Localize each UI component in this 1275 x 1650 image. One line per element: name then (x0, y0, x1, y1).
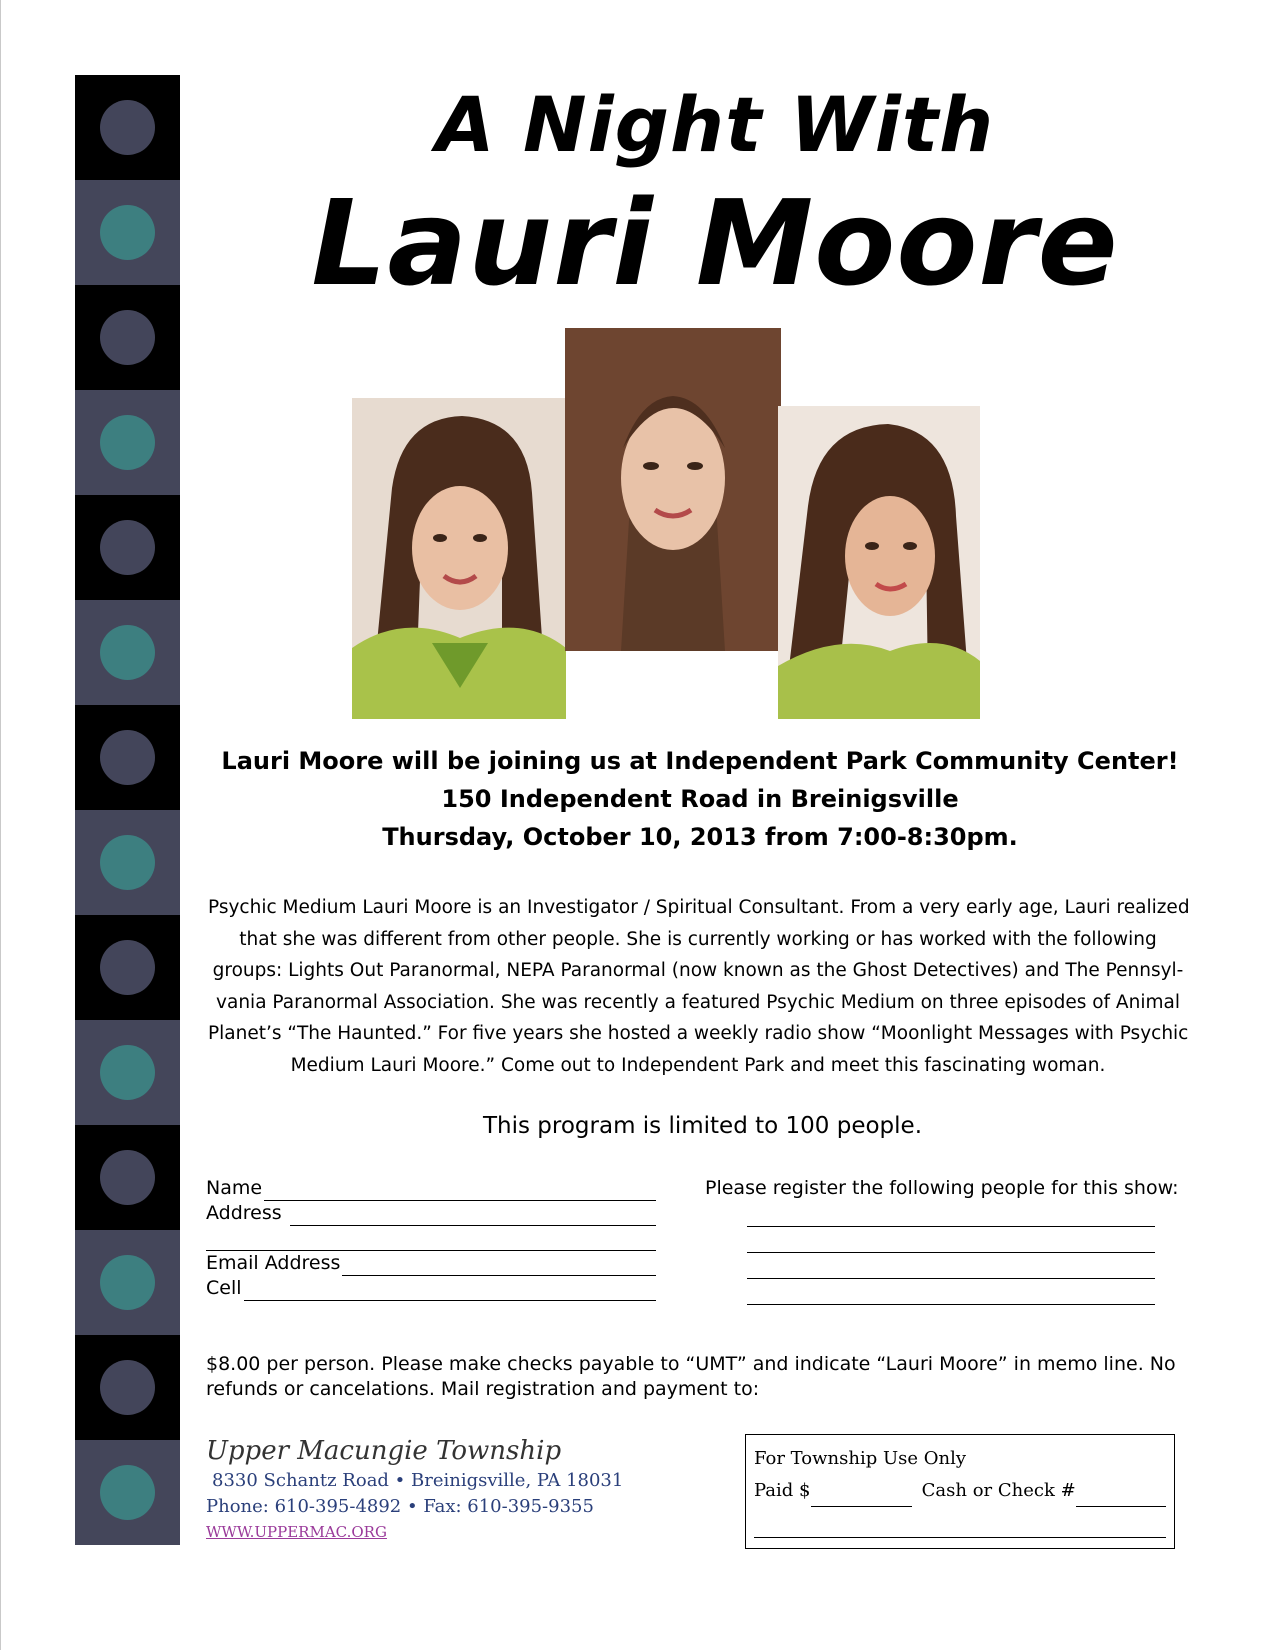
attendee-field[interactable] (747, 1234, 1155, 1253)
circle-icon (100, 310, 155, 365)
township-website-link[interactable]: WWW.UPPERMAC.ORG (206, 1523, 387, 1541)
strip-cell (75, 705, 180, 810)
circle-icon (100, 625, 155, 680)
address-field[interactable] (290, 1207, 656, 1226)
circle-icon (100, 1465, 155, 1520)
decorative-strip (75, 75, 180, 1547)
strip-cell (75, 915, 180, 1020)
cell-label: Cell (206, 1277, 242, 1299)
address-row (206, 1201, 656, 1226)
attendee-field[interactable] (747, 1260, 1155, 1279)
name-row (206, 1176, 656, 1201)
payment-line: refunds or cancelations. Mail registration and payment to: (206, 1378, 760, 1400)
registrant-form (206, 1176, 656, 1301)
email-field[interactable] (342, 1257, 656, 1276)
email-row (206, 1251, 656, 1276)
payment-instructions (206, 1352, 1196, 1402)
circle-icon (100, 940, 155, 995)
description-line: Medium Lauri Moore.” Come out to Independent Park and meet this fascinating woman. (290, 1054, 1106, 1076)
address-field-2[interactable] (206, 1232, 656, 1251)
email-label: Email Address (206, 1252, 341, 1274)
title-line-1: A Night With (435, 80, 995, 169)
address-label: Address (206, 1202, 282, 1224)
township-address: 8330 Schantz Road • Breinigsville, PA 18031 (212, 1470, 624, 1491)
description-line: that she was different from other people. She is currently working or has worked with the following (239, 928, 1157, 950)
description-line: groups: Lights Out Paranormal, NEPA Paranormal (now known as the Ghost Detectives) and The Pennsyl- (212, 960, 1184, 981)
title-line-2: Lauri Moore (311, 174, 1119, 312)
strip-cell (75, 495, 180, 600)
strip-cell (75, 1230, 180, 1335)
strip-cell (75, 1125, 180, 1230)
register-heading: Please register the following people for this show: (705, 1177, 1179, 1199)
office-use-payment-row (754, 1475, 1166, 1507)
circle-icon (100, 1255, 155, 1310)
strip-cell (75, 75, 180, 180)
page-edge (0, 0, 1, 1650)
office-notes-field[interactable] (754, 1519, 1166, 1538)
paid-field[interactable] (811, 1488, 912, 1507)
township-phone: Phone: 610-395-4892 • Fax: 610-395-9355 (206, 1496, 594, 1517)
circle-icon (100, 730, 155, 785)
address-row-2 (206, 1226, 656, 1251)
office-use-heading: For Township Use Only (754, 1448, 967, 1469)
township-contact (206, 1434, 623, 1544)
description-line: Planet’s “The Haunted.” For five years she hosted a weekly radio show “Moonlight Messages with Psychic (208, 1023, 1189, 1044)
event-info (200, 742, 1200, 856)
payment-line: $8.00 per person. Please make checks payable to “UMT” and indicate “Lauri Moore” in memo line. No (206, 1353, 1176, 1375)
cell-field[interactable] (244, 1282, 656, 1301)
circle-icon (100, 1150, 155, 1205)
attendee-field[interactable] (747, 1208, 1155, 1227)
event-address: 150 Independent Road in Breinigsville (441, 785, 959, 813)
circle-icon (100, 835, 155, 890)
circle-icon (100, 1360, 155, 1415)
strip-cell (75, 810, 180, 915)
cash-check-label: Cash or Check # (921, 1480, 1076, 1501)
office-use-box (745, 1434, 1175, 1549)
description (208, 892, 1188, 1081)
portrait-photo-left (352, 398, 566, 719)
attendee-form (705, 1176, 1179, 1305)
attendee-field[interactable] (747, 1286, 1155, 1305)
strip-cell (75, 1020, 180, 1125)
portrait-photo-center (565, 328, 781, 651)
strip-cell (75, 285, 180, 390)
name-label: Name (206, 1177, 263, 1199)
circle-icon (100, 415, 155, 470)
strip-cell (75, 600, 180, 705)
circle-icon (100, 205, 155, 260)
strip-cell (75, 180, 180, 285)
township-name: Upper Macungie Township (206, 1436, 562, 1466)
description-line: Psychic Medium Lauri Moore is an Investigator / Spiritual Consultant. From a very early age, Lauri realized (208, 897, 1190, 918)
circle-icon (100, 520, 155, 575)
portrait-photo-right (778, 406, 980, 719)
event-venue: Lauri Moore will be joining us at Independent Park Community Center! (221, 747, 1179, 775)
circle-icon (100, 1045, 155, 1100)
description-line: vania Paranormal Association. She was recently a featured Psychic Medium on three episodes of Animal (216, 991, 1180, 1013)
strip-cell (75, 1440, 180, 1545)
strip-cell (75, 1335, 180, 1440)
strip-cell (75, 390, 180, 495)
name-field[interactable] (264, 1182, 656, 1201)
paid-label: Paid $ (754, 1480, 811, 1501)
check-number-field[interactable] (1076, 1488, 1166, 1507)
capacity-note: This program is limited to 100 people. (482, 1113, 923, 1139)
circle-icon (100, 100, 155, 155)
cell-row (206, 1276, 656, 1301)
event-datetime: Thursday, October 10, 2013 from 7:00-8:30pm. (382, 823, 1018, 851)
